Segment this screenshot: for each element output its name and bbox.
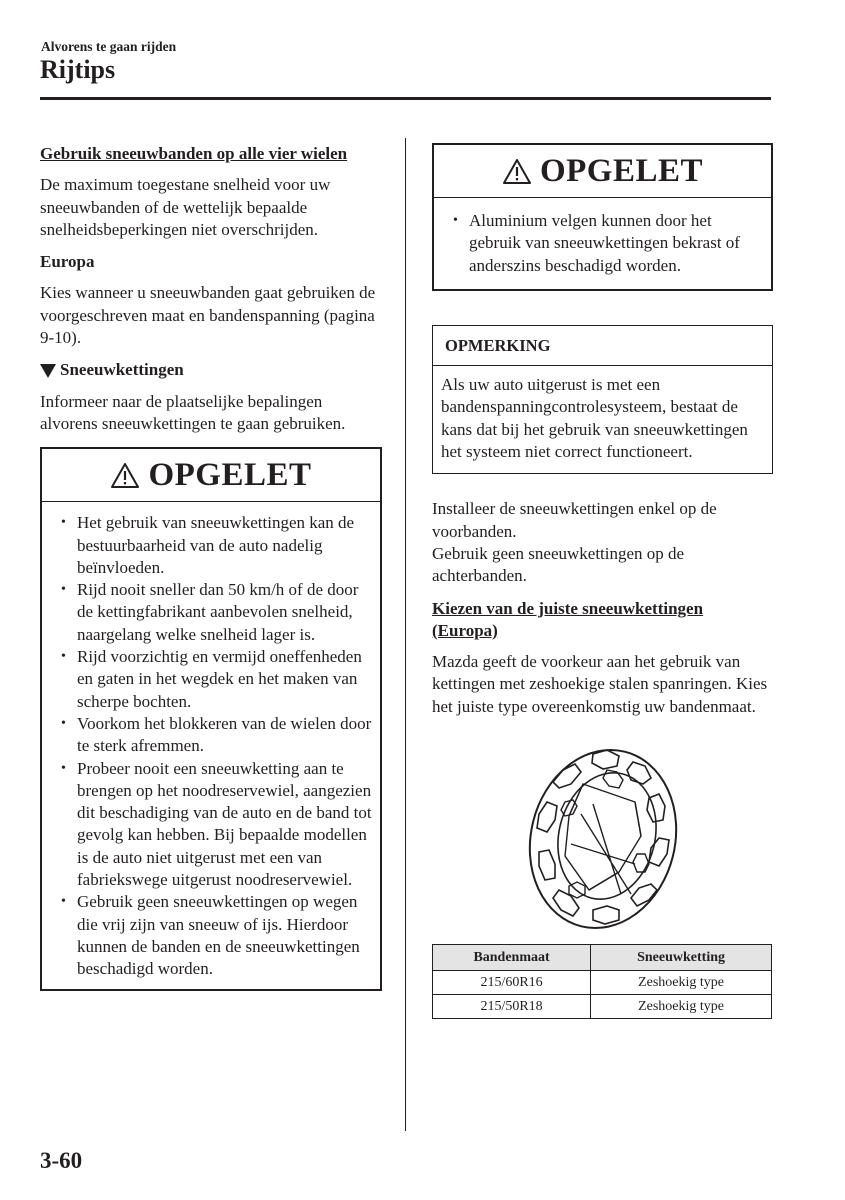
header-rule — [40, 97, 771, 100]
caution-list — [450, 210, 765, 277]
caution-item: • Gebruik geen sneeuwkettingen op wegen die vrij zijn van sneeuw of ijs. Hierdoor kunnen de banden en de sneeuwkettingen beschadigd worden. — [58, 891, 374, 980]
caution-item: • Probeer nooit een sneeuwketting aan te brengen op het noodreservewiel, aangezien dit beschadiging van de auto en de band tot gevolg kan hebben. Bij bepaalde modellen is de auto niet uitgerust met een van fabriekswege uitgerust noodreservewiel. — [58, 758, 374, 892]
caution-box-chains — [40, 447, 382, 990]
caution-title: OPGELET — [148, 457, 312, 494]
caution-title-bar — [42, 449, 380, 502]
install-text-2: Gebruik geen sneeuwkettingen op de achterbanden. — [432, 543, 685, 586]
warning-triangle-icon — [110, 462, 140, 489]
left-column — [40, 143, 382, 991]
table-cell: Zeshoekig type — [591, 971, 772, 995]
caution-item: • Het gebruik van sneeuwkettingen kan de bestuurbaarheid van de auto nadelig beïnvloeden. — [58, 512, 374, 579]
winter-tires-text: De maximum toegestane snelheid voor uw sneeuwbanden of de wettelijk bepaalde snelheidsbeperkingen niet overschrijden. — [40, 175, 331, 239]
table-row — [433, 971, 772, 995]
table-header-row — [433, 945, 772, 971]
caution-item: • Aluminium velgen kunnen door het gebruik van sneeuwkettingen bekrast of anderszins beschadigd worden. — [450, 210, 765, 277]
warning-triangle-icon — [502, 158, 532, 185]
choose-chains-text: Mazda geeft de voorkeur aan het gebruik van kettingen met zeshoekige stalen spanringen. Kies het juiste type overeenkomstig uw bandenmaat. — [432, 652, 768, 716]
caution-item: • Rijd voorzichtig en vermijd oneffenheden en gaten in het wegdek en het maken van scherpe bochten. — [58, 646, 374, 713]
caution-body — [42, 502, 380, 988]
europe-heading: Europa — [40, 252, 95, 272]
note-text: Als uw auto uitgerust is met een bandenspanningcontrolesysteem, bestaat de kans dat bij het gebruik van sneeuwkettingen het systeem niet correct functioneert. — [441, 375, 748, 462]
note-title: OPMERKING — [433, 326, 772, 366]
column-divider — [405, 138, 406, 1131]
right-column — [432, 143, 773, 1019]
table-cell: 215/50R18 — [433, 995, 591, 1019]
page-number: 3-60 — [40, 1148, 83, 1173]
table-row — [433, 995, 772, 1019]
winter-tires-heading: Gebruik sneeuwbanden op alle vier wielen — [40, 144, 348, 163]
note-box — [432, 325, 773, 474]
europe-text: Kies wanneer u sneeuwbanden gaat gebruiken de voorgeschreven maat en bandenspanning (pagina 9-10). — [40, 283, 376, 348]
caution-body — [434, 198, 771, 289]
snow-chain-tire-illustration — [523, 744, 683, 934]
table-header-tire-size: Bandenmaat — [433, 945, 591, 971]
caution-item: • Voorkom het blokkeren van de wielen door te sterk afremmen. — [58, 713, 374, 758]
chains-heading-label: Sneeuwkettingen — [60, 360, 184, 380]
caution-item: • Rijd nooit sneller dan 50 km/h of de door de kettingfabrikant aanbevolen snelheid, naargelang welke snelheid lager is. — [58, 579, 374, 646]
table-header-chain-type: Sneeuwketting — [591, 945, 772, 971]
chains-section-heading — [40, 359, 382, 381]
triangle-down-icon — [40, 364, 56, 378]
caution-title-bar — [434, 145, 771, 198]
table-cell: 215/60R16 — [433, 971, 591, 995]
page-title: Rijtips — [40, 55, 116, 84]
header-kicker: Alvorens te gaan rijden — [41, 39, 177, 54]
install-text-1: Installeer de sneeuwkettingen enkel op de voorbanden. — [432, 499, 717, 541]
caution-box-rims — [432, 143, 773, 291]
caution-title: OPGELET — [539, 152, 704, 189]
table-cell: Zeshoekig type — [591, 995, 772, 1019]
chains-text: Informeer naar de plaatselijke bepalingen alvorens sneeuwkettingen te gaan gebruiken. — [40, 391, 346, 433]
caution-list — [58, 512, 374, 980]
chain-spec-table — [432, 944, 772, 1019]
choose-chains-heading: Kiezen van de juiste sneeuwkettingen (Europa) — [432, 598, 704, 640]
